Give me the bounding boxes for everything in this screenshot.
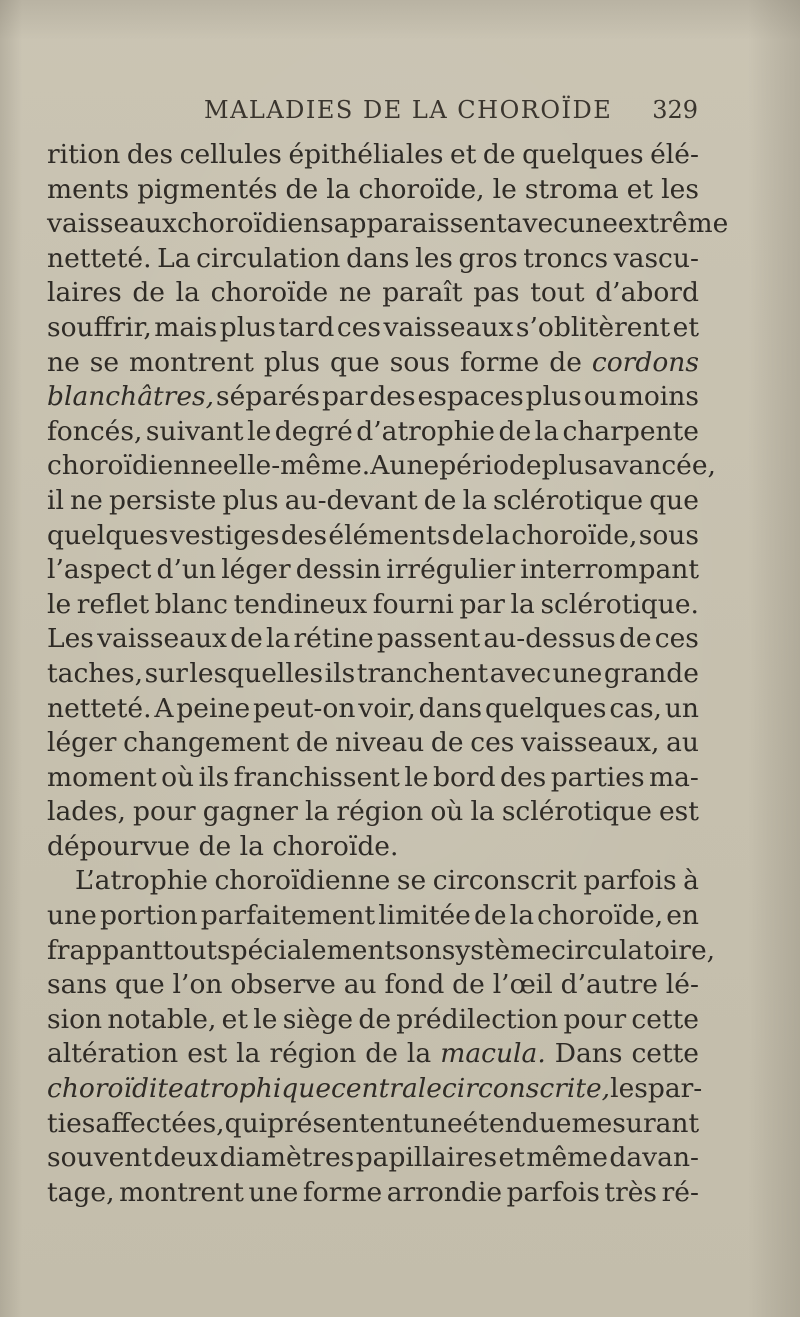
word: tard <box>278 311 335 343</box>
word: avec <box>506 208 569 240</box>
word: plus <box>222 484 279 516</box>
word: peine <box>176 692 251 724</box>
word: de <box>295 727 329 759</box>
word: arrondie <box>386 1176 503 1208</box>
word: les <box>661 173 699 205</box>
text-line <box>47 1141 699 1176</box>
word: le <box>47 588 72 620</box>
word: l’œil <box>492 969 553 1001</box>
word: séparés <box>216 381 320 413</box>
word: parties <box>550 761 645 793</box>
word: suivant <box>145 415 244 447</box>
word: s’oblitèrent <box>515 311 671 343</box>
word: et <box>221 1003 248 1035</box>
text-line <box>47 173 699 208</box>
text-line <box>47 657 699 692</box>
word: qui <box>224 1107 268 1139</box>
word: fond <box>384 969 445 1001</box>
word: La <box>157 242 191 274</box>
word: de <box>451 519 485 551</box>
word: sans <box>47 969 108 1001</box>
italic-word: macula. <box>440 1038 546 1070</box>
word: le <box>253 1003 278 1035</box>
word: elle-même. <box>222 450 371 482</box>
word: il <box>47 484 64 516</box>
word: la <box>462 484 487 516</box>
word: et <box>626 173 654 205</box>
word: les <box>610 1073 648 1105</box>
word: la <box>266 623 291 655</box>
text-line <box>47 1003 699 1038</box>
word: souffrir, <box>47 311 152 343</box>
word: de <box>498 415 532 447</box>
text-line <box>47 864 699 899</box>
word: quelques <box>484 692 607 724</box>
word: d’atrophie <box>356 415 495 447</box>
word: foncés, <box>47 415 143 447</box>
word: gros <box>458 242 518 274</box>
word: son <box>395 934 442 966</box>
word: parfois <box>506 1176 600 1208</box>
word: choroïdienne <box>214 865 391 897</box>
word: vaisseaux <box>383 311 514 343</box>
word: mais <box>154 311 218 343</box>
word: l’on <box>172 969 223 1001</box>
word: Les <box>47 623 94 655</box>
word: que <box>114 969 165 1001</box>
word: spécialement <box>217 934 396 966</box>
word: niveau <box>335 727 425 759</box>
word: la <box>175 277 200 309</box>
word: élé- <box>650 139 699 170</box>
word: forme <box>302 1176 383 1208</box>
word: et <box>498 1142 525 1174</box>
word: présentent <box>267 1107 413 1139</box>
word: la <box>305 796 330 828</box>
word: que <box>649 484 699 516</box>
word: limitée <box>378 900 471 932</box>
word: irrégulier <box>386 554 516 586</box>
text-line <box>47 588 699 623</box>
word: léger <box>221 554 291 586</box>
word: très <box>604 1176 658 1208</box>
page-right-shadow <box>748 0 800 1317</box>
word: une <box>248 1176 299 1208</box>
word: la <box>534 415 559 447</box>
word: vaisseaux <box>97 623 228 655</box>
word: ties <box>47 1107 96 1139</box>
word: le <box>404 761 429 793</box>
text-line <box>47 795 699 830</box>
text-line <box>47 692 699 727</box>
text-line <box>47 1037 699 1072</box>
word: des <box>280 519 328 551</box>
word: de <box>132 277 165 309</box>
word: le <box>492 173 517 205</box>
word: pigmentés <box>137 173 278 205</box>
word: où <box>161 761 195 793</box>
word: même <box>526 1142 608 1174</box>
word: ne <box>70 484 103 516</box>
word: rition <box>47 139 121 170</box>
word: ils <box>324 657 356 689</box>
word: une <box>389 450 440 482</box>
word: plus <box>525 381 582 413</box>
word: mesurant <box>571 1107 700 1139</box>
word: au <box>666 727 699 759</box>
word: de <box>230 623 263 655</box>
word: sur <box>144 657 188 689</box>
word: avancée, <box>597 450 716 482</box>
word: circonscrit <box>432 865 577 897</box>
word: sclérotique. <box>540 588 699 620</box>
word: gagner <box>202 796 298 828</box>
word: période <box>439 450 542 482</box>
word: de <box>285 173 319 205</box>
text-line <box>47 519 699 554</box>
text-line <box>47 830 699 865</box>
word: des <box>500 761 547 793</box>
word: ils <box>198 761 230 793</box>
word: siège <box>282 1003 354 1035</box>
text-line <box>47 1107 699 1142</box>
word: ma- <box>649 761 699 793</box>
word: choroïde, <box>537 900 664 932</box>
word: de <box>473 900 507 932</box>
word: la <box>509 900 534 932</box>
word: plus <box>541 450 598 482</box>
word: se <box>396 865 427 897</box>
text-line <box>47 899 699 934</box>
word: sous <box>389 346 450 378</box>
word: davan- <box>609 1142 699 1174</box>
word: vaisseaux, <box>521 727 660 759</box>
word: la <box>239 830 264 862</box>
word: plus <box>263 346 321 378</box>
word: des <box>369 381 416 413</box>
page-left-shadow <box>0 0 22 1317</box>
page-top-shadow <box>0 0 800 40</box>
text-line <box>47 276 699 311</box>
word: de <box>365 1038 398 1070</box>
word: de <box>618 623 652 655</box>
text-line <box>47 346 699 381</box>
word: choroïde, <box>511 519 638 551</box>
page-header <box>48 96 698 132</box>
word: montrent <box>129 346 254 378</box>
word: ou <box>583 381 617 413</box>
word: un <box>664 692 699 724</box>
word: des <box>126 139 174 170</box>
word: tout <box>530 277 585 309</box>
italic-word: atrophique <box>183 1073 332 1105</box>
word: tage, <box>47 1176 115 1208</box>
text-line <box>47 138 699 173</box>
word: passent <box>376 623 481 655</box>
word: choroïdiens <box>176 208 334 240</box>
word: quelques <box>522 139 644 170</box>
word: netteté. <box>47 692 152 724</box>
word: une <box>47 900 97 932</box>
word: cette <box>631 1038 699 1070</box>
word: tout <box>162 934 218 966</box>
word: la <box>485 519 511 551</box>
text-line <box>47 380 699 415</box>
word: cas, <box>609 692 662 724</box>
word: dans <box>346 242 410 274</box>
text-line <box>47 415 699 450</box>
text-line <box>47 449 716 484</box>
word: choroïdienne <box>47 450 223 482</box>
word: apparaissent <box>333 208 507 240</box>
word: persiste <box>108 484 217 516</box>
word: peut-on <box>253 692 356 724</box>
word: ces <box>654 623 699 655</box>
page-number: 329 <box>652 96 698 124</box>
italic-word: cordons <box>591 346 699 378</box>
word: netteté. <box>47 242 152 274</box>
word: pour <box>133 796 196 828</box>
word: ne <box>47 346 80 378</box>
word: et <box>450 139 477 170</box>
word: ces <box>470 727 515 759</box>
word: sclérotique <box>493 484 644 516</box>
word: stroma <box>524 173 619 205</box>
word: altération <box>47 1038 179 1070</box>
word: fourni <box>372 588 454 620</box>
word: lades, <box>47 796 126 828</box>
text-line <box>47 726 699 761</box>
word: notable, <box>107 1003 217 1035</box>
word: épithéliales <box>288 139 444 170</box>
word: charpente <box>562 415 699 447</box>
italic-word: choroïdite <box>47 1073 184 1105</box>
word: d’un <box>156 554 217 586</box>
word: où <box>430 796 464 828</box>
word: tendineux <box>233 588 368 620</box>
word: laires <box>47 277 122 309</box>
word: papillaires <box>355 1142 498 1174</box>
italic-word: circonscrite, <box>441 1073 611 1105</box>
word: éléments <box>328 519 451 551</box>
word: quelques <box>47 519 169 551</box>
word: changement <box>123 727 290 759</box>
italic-word: blanchâtres, <box>47 381 215 413</box>
word: système <box>441 934 552 966</box>
word: L’atrophie <box>75 865 208 897</box>
word: les <box>415 242 453 274</box>
word: de <box>430 727 464 759</box>
word: vascu- <box>613 242 699 274</box>
text-line <box>47 934 716 969</box>
word: de <box>423 484 457 516</box>
word: de <box>549 346 582 378</box>
word: de <box>198 830 232 862</box>
word: taches, <box>47 657 144 689</box>
word: frappant <box>47 934 163 966</box>
word: parfois <box>583 865 677 897</box>
word: de <box>358 1003 392 1035</box>
word: deux <box>153 1142 219 1174</box>
word: vestiges <box>169 519 280 551</box>
word: que <box>330 346 380 378</box>
word: au <box>343 969 377 1001</box>
text-line <box>47 761 699 796</box>
word: au-dessus <box>483 623 616 655</box>
word: observe <box>230 969 336 1001</box>
italic-word: centrale <box>331 1073 442 1105</box>
text-line <box>47 1072 703 1107</box>
word: montrent <box>119 1176 244 1208</box>
word: cette <box>631 1003 699 1035</box>
word: paraît <box>382 277 463 309</box>
word: portion <box>99 900 198 932</box>
word: souvent <box>47 1142 152 1174</box>
word: est <box>187 1038 228 1070</box>
word: choroïde <box>210 277 329 309</box>
word: ré- <box>661 1176 699 1208</box>
word: à <box>683 865 699 897</box>
word: lesquelles <box>189 657 324 689</box>
word: l’aspect <box>47 554 152 586</box>
word: prédilection <box>396 1003 559 1035</box>
word: la <box>236 1038 261 1070</box>
word: affectées, <box>95 1107 225 1139</box>
word: forme <box>459 346 540 378</box>
word: rétine <box>293 623 374 655</box>
text-line <box>47 484 699 519</box>
word: A <box>370 450 390 482</box>
word: par- <box>647 1073 703 1105</box>
word: léger <box>47 727 117 759</box>
word: par <box>459 588 505 620</box>
word: le <box>247 415 272 447</box>
word: région <box>336 796 424 828</box>
word: et <box>672 311 699 343</box>
word: circulatoire, <box>551 934 716 966</box>
word: parfaitement <box>200 900 376 932</box>
word: troncs <box>523 242 609 274</box>
word: moment <box>47 761 157 793</box>
word: ces <box>336 311 381 343</box>
word: étendue <box>462 1107 572 1139</box>
word: reflet <box>76 588 150 620</box>
word: franchissent <box>233 761 400 793</box>
word: d’autre <box>560 969 658 1001</box>
text-line <box>47 968 699 1003</box>
word: ments <box>47 173 130 205</box>
word: interrompant <box>520 554 699 586</box>
word: ne <box>338 277 372 309</box>
word: bord <box>432 761 496 793</box>
word: la <box>406 1038 432 1070</box>
word: blanc <box>154 588 228 620</box>
word: A <box>154 692 174 724</box>
word: est <box>658 796 699 828</box>
word: une <box>552 657 603 689</box>
word: se <box>89 346 120 378</box>
word: de <box>482 139 516 170</box>
word: la <box>510 588 535 620</box>
word: une <box>412 1107 463 1139</box>
word: dessin <box>295 554 382 586</box>
word: diamètres <box>219 1142 355 1174</box>
word: au-devant <box>284 484 418 516</box>
word: pas <box>473 277 520 309</box>
text-line <box>47 553 699 588</box>
word: dans <box>418 692 483 724</box>
word: de <box>452 969 485 1001</box>
word: vaisseaux <box>47 208 177 240</box>
text-line <box>47 1176 699 1211</box>
word: grande <box>603 657 699 689</box>
word: par <box>321 381 368 413</box>
word: d’abord <box>595 277 699 309</box>
word: moins <box>618 381 699 413</box>
word: pour <box>563 1003 627 1035</box>
word: la <box>326 173 351 205</box>
word: avec <box>489 657 551 689</box>
word: sion <box>47 1003 103 1035</box>
word: lé- <box>665 969 699 1001</box>
word: une <box>568 208 618 240</box>
word: dépourvue <box>47 830 191 862</box>
word: choroïde, <box>358 173 485 205</box>
word: espaces <box>417 381 524 413</box>
text-line <box>47 207 729 242</box>
word: degré <box>274 415 353 447</box>
body-text <box>47 138 729 1210</box>
word: tranchent <box>356 657 489 689</box>
word: sous <box>638 519 699 551</box>
word: cellules <box>179 139 282 170</box>
word: choroïde. <box>272 830 399 862</box>
text-line <box>47 622 699 657</box>
word: Dans <box>554 1038 623 1070</box>
word: en <box>666 900 699 932</box>
text-line <box>47 242 699 277</box>
word: circulation <box>196 242 341 274</box>
word: sclérotique <box>501 796 652 828</box>
text-line <box>47 311 699 346</box>
word: extrême <box>617 208 729 240</box>
word: la <box>470 796 495 828</box>
word: région <box>269 1038 357 1070</box>
running-head: MALADIES DE LA CHOROÏDE <box>204 96 613 124</box>
word: plus <box>219 311 276 343</box>
word: voir, <box>358 692 416 724</box>
